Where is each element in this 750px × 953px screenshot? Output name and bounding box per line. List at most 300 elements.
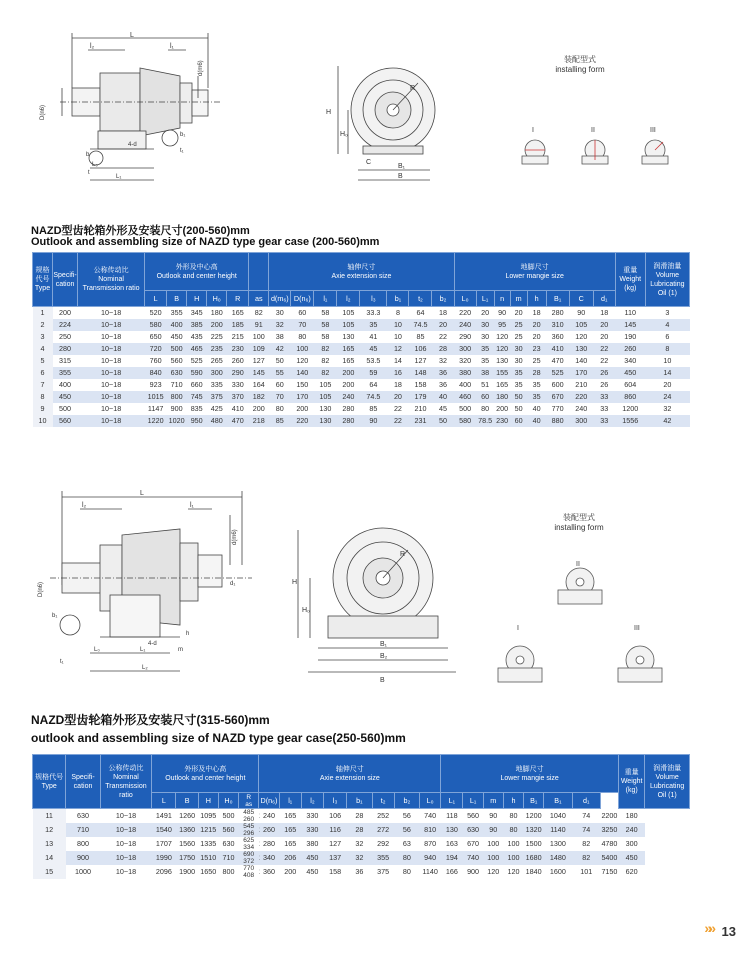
table-cell: 1000	[66, 865, 100, 879]
t2-subheader-cell: B₁	[544, 793, 572, 809]
t2-subheader-cell: L	[152, 793, 176, 809]
th-lower: 地脚尺寸 Lower mangie size	[454, 253, 615, 291]
t1-subheader-cell: C	[569, 291, 593, 307]
table-cell: 30	[269, 307, 291, 320]
table-cell: 140	[291, 367, 314, 379]
table-cell: 35	[527, 379, 546, 391]
t1-subheader-cell: l₃	[360, 291, 387, 307]
table-cell: 240	[259, 809, 279, 824]
dim2-m: m	[178, 647, 183, 653]
table-cell: 22	[387, 403, 409, 415]
table-cell: 190	[615, 331, 645, 343]
table-cell: 20	[527, 319, 546, 331]
installing-forms-2	[480, 560, 680, 690]
table-cell: 109	[249, 343, 269, 355]
installing-forms-1	[515, 120, 685, 170]
table-row	[33, 809, 690, 824]
table-cell: 545 296	[239, 823, 259, 837]
dim2-h: h	[186, 631, 190, 637]
table-cell: 28	[347, 823, 372, 837]
table-cell: 130	[314, 403, 337, 415]
table-cell: 340	[259, 851, 279, 865]
table-cell: 380	[454, 367, 476, 379]
table-cell: 25	[510, 331, 527, 343]
table-cell: 260	[259, 823, 279, 837]
dim-L1: L₁	[116, 174, 122, 180]
t1-subheader-cell: R	[227, 291, 249, 307]
table-cell: 50	[269, 355, 291, 367]
table-cell: 51	[476, 379, 494, 391]
table-cell: 180	[619, 809, 645, 824]
table-cell: 180	[494, 391, 510, 403]
table-cell: 3	[645, 307, 689, 320]
table-cell: 53.5	[360, 355, 387, 367]
dim-Lo: L₀	[92, 162, 98, 168]
table-cell: 33	[593, 391, 615, 403]
table-cell: 85	[360, 403, 387, 415]
table-cell: 45	[360, 343, 387, 355]
section1-title-en: Outlook and assembling size of NAZD type gear case (200-560)mm	[31, 236, 380, 248]
table-cell: 64	[360, 379, 387, 391]
spec-table-2	[32, 754, 690, 879]
table-cell: 1707	[152, 837, 176, 851]
dim2-L1: L₁	[140, 647, 146, 653]
table-cell: 33	[593, 415, 615, 427]
table-cell: 9	[33, 403, 53, 415]
table-cell: 200	[53, 307, 78, 320]
spec-table-1	[32, 252, 690, 427]
table-cell: 745	[187, 391, 207, 403]
table-cell: 330	[301, 823, 323, 837]
table-cell: 18	[527, 307, 546, 320]
table-cell: 280	[337, 415, 360, 427]
table-cell: 118	[441, 809, 463, 824]
form-III-label: III	[650, 127, 656, 134]
table-cell: 525	[546, 367, 569, 379]
table-cell: 625 334	[239, 837, 259, 851]
table-cell: 340	[615, 355, 645, 367]
th-oil: 润滑油量 Volume Lubricating Oil (1)	[645, 253, 689, 307]
table-cell: 220	[291, 415, 314, 427]
table-cell: 85	[409, 331, 432, 343]
table-cell: 220	[569, 391, 593, 403]
table-cell: 5	[33, 355, 53, 367]
dim2-b1: b₁	[52, 613, 58, 619]
t1-subheader-cell: l₁	[314, 291, 337, 307]
table-cell: 290	[454, 331, 476, 343]
table-cell: 240	[454, 319, 476, 331]
table-cell: 200	[337, 367, 360, 379]
table-cell: 11	[33, 809, 66, 824]
dim2-l2: l₂	[82, 502, 87, 509]
dim2-L: L	[140, 490, 144, 497]
table-cell: 10~18	[78, 307, 145, 320]
table-cell: 230	[227, 343, 249, 355]
table-cell: 185	[227, 319, 249, 331]
table-cell: 127	[409, 355, 432, 367]
table-cell: 1560	[176, 837, 198, 851]
table-cell: 140	[569, 355, 593, 367]
table-cell: 770 408	[239, 865, 259, 879]
t2-subheader-cell: H	[198, 793, 218, 809]
table-cell: 40	[527, 403, 546, 415]
table-cell: 12	[33, 823, 66, 837]
table-cell: 10~18	[100, 851, 152, 865]
table-cell: 130	[569, 343, 593, 355]
t2-subheader-cell: t₂	[372, 793, 394, 809]
table-cell: 620	[619, 865, 645, 879]
form2-I-label: I	[517, 625, 519, 632]
table-cell: 560	[53, 415, 78, 427]
table-cell: 164	[249, 379, 269, 391]
table-cell: 20	[593, 331, 615, 343]
table-cell: 55	[269, 367, 291, 379]
table-cell: 90	[569, 307, 593, 320]
table-cell: 355	[167, 307, 187, 320]
table-cell: 300	[619, 837, 645, 851]
dim-L: L	[130, 32, 134, 39]
table-cell: 166	[441, 865, 463, 879]
table-cell: 41	[360, 331, 387, 343]
table-cell: 252	[372, 809, 394, 824]
table-cell: 470	[546, 355, 569, 367]
table-cell: 1491	[152, 809, 176, 824]
table-cell: 1140	[419, 865, 440, 879]
table-cell: 200	[291, 403, 314, 415]
dim2-B2: B₂	[380, 653, 388, 660]
table-cell: 760	[145, 355, 167, 367]
table-cell: 64	[409, 307, 432, 320]
table-cell: 1510	[198, 851, 218, 865]
table-cell: 1360	[176, 823, 198, 837]
table-cell: 380	[301, 837, 323, 851]
table-cell: 28	[527, 367, 546, 379]
table-cell: 13	[33, 837, 66, 851]
table-cell: 158	[409, 379, 432, 391]
table-cell: 85	[269, 415, 291, 427]
table-cell: 2	[33, 319, 53, 331]
table-cell: 6	[645, 331, 689, 343]
table-cell: 20	[645, 379, 689, 391]
dim-B1: B₁	[398, 163, 406, 170]
th-axie: 轴伸尺寸 Axie extension size	[269, 253, 454, 291]
table-cell: 710	[66, 823, 100, 837]
table-cell: 6	[33, 367, 53, 379]
table-cell: 1480	[544, 851, 572, 865]
table-1-wrapper	[32, 252, 690, 427]
table-cell: 145	[249, 367, 269, 379]
table-cell: 1095	[198, 809, 218, 824]
table-cell: 450	[615, 367, 645, 379]
table-cell: 720	[145, 343, 167, 355]
table-cell: 4	[33, 343, 53, 355]
t1-subheader-cell: H₀	[207, 291, 227, 307]
table-cell: 280	[53, 343, 78, 355]
t2-subheader-cell: L₁	[441, 793, 463, 809]
table-cell: 120	[503, 865, 523, 879]
th2-lower: 地脚尺寸 Lower mangie size	[441, 755, 619, 793]
table-cell: 105	[337, 319, 360, 331]
table-cell: 290	[227, 367, 249, 379]
table-cell: 1040	[544, 809, 572, 824]
table-cell: 35	[476, 343, 494, 355]
dim-b1: b₁	[180, 132, 186, 138]
table-cell: 860	[615, 391, 645, 403]
table-cell: 300	[454, 343, 476, 355]
t2-subheader-cell: b₁	[347, 793, 372, 809]
table-cell: 2096	[152, 865, 176, 879]
table-cell: 1147	[145, 403, 167, 415]
table-row	[33, 837, 690, 851]
table-cell: 880	[546, 415, 569, 427]
table-cell: 80	[394, 865, 419, 879]
table-cell: 60	[269, 379, 291, 391]
table-cell: 32	[269, 319, 291, 331]
table-cell: 835	[187, 403, 207, 415]
table-cell: 90	[483, 809, 503, 824]
table-cell: 20	[432, 319, 454, 331]
t1-subheader-cell: l₂	[337, 291, 360, 307]
t2-subheader-cell: B	[176, 793, 198, 809]
th-blank-as	[249, 253, 269, 291]
table-cell: 360	[259, 865, 279, 879]
dim-dm6: d(m6)	[198, 60, 204, 76]
table-cell: 18	[387, 379, 409, 391]
table-cell: 23	[527, 343, 546, 355]
table-cell: 100	[503, 851, 523, 865]
table-cell: 100	[291, 343, 314, 355]
table-cell: 165	[337, 343, 360, 355]
table-cell: 105	[337, 307, 360, 320]
table-cell: 10~18	[78, 391, 145, 403]
table-cell: 18	[593, 307, 615, 320]
table-cell: 810	[419, 823, 440, 837]
th-weight: 重量 Weight (kg)	[615, 253, 645, 307]
table-cell: 330	[227, 379, 249, 391]
table-cell: 165	[279, 837, 301, 851]
table-cell: 206	[279, 851, 301, 865]
table-cell: 7	[33, 379, 53, 391]
table-cell: 35	[510, 367, 527, 379]
table-cell: 20	[476, 307, 494, 320]
table-row	[33, 355, 690, 367]
table-cell: 670	[463, 837, 483, 851]
table-row	[33, 343, 690, 355]
table-cell: 400	[53, 379, 78, 391]
table-cell: 900	[167, 403, 187, 415]
dim-R: R	[410, 85, 416, 92]
table-cell: 180	[207, 307, 227, 320]
table-cell: 370	[227, 391, 249, 403]
table-cell: 330	[301, 809, 323, 824]
table-cell: 26	[593, 367, 615, 379]
table-cell: 200	[279, 865, 301, 879]
dim-4d: 4-d	[128, 142, 137, 148]
th2-outlook: 外形及中心高 Outlook and center height	[152, 755, 259, 793]
table-cell: 127	[249, 355, 269, 367]
table-cell: 320	[454, 355, 476, 367]
table-cell: 106	[324, 809, 347, 824]
table-cell: 1540	[152, 823, 176, 837]
table-cell: 82	[314, 355, 337, 367]
form2-II-label: II	[576, 561, 580, 568]
table-cell: 1840	[524, 865, 544, 879]
table-cell: 770	[546, 403, 569, 415]
table-cell: 465	[187, 343, 207, 355]
table-cell: 240	[337, 391, 360, 403]
table-cell: 33	[593, 403, 615, 415]
dim2-ds: d₁	[230, 581, 236, 587]
table-cell: 10~18	[78, 319, 145, 331]
table-cell: 30	[510, 355, 527, 367]
table-cell: 26	[593, 379, 615, 391]
t2-subheader-cell: b₂	[394, 793, 419, 809]
table-cell: 1650	[198, 865, 218, 879]
table-row	[33, 823, 690, 837]
page-arrows-icon: »»	[704, 920, 712, 936]
table-cell: 800	[218, 865, 238, 879]
table-cell: 120	[494, 343, 510, 355]
table-cell: 525	[187, 355, 207, 367]
table-cell: 470	[227, 415, 249, 427]
table-cell: 165	[227, 307, 249, 320]
table-cell: 235	[207, 343, 227, 355]
t1-subheader-cell: L	[145, 291, 167, 307]
table-row	[33, 403, 690, 415]
table-cell: 250	[53, 331, 78, 343]
table-cell: 127	[324, 837, 347, 851]
dim-b: b	[86, 152, 90, 158]
th2-weight: 重量 Weight (kg)	[619, 755, 645, 809]
table-cell: 35	[510, 379, 527, 391]
table-cell: 42	[269, 343, 291, 355]
table-cell: 32	[347, 851, 372, 865]
table-row	[33, 367, 690, 379]
table-cell: 82	[572, 837, 600, 851]
table-cell: 63	[394, 837, 419, 851]
table-cell: 355	[372, 851, 394, 865]
dim2-Ho: H₀	[302, 607, 310, 614]
t1-subheader-cell: d₁	[593, 291, 615, 307]
table-cell: 1215	[198, 823, 218, 837]
t1-subheader-cell: h	[527, 291, 546, 307]
t2-subheader-cell: d₁	[572, 793, 600, 809]
table-row	[33, 415, 690, 427]
table-cell: 130	[337, 331, 360, 343]
table-cell: 1200	[615, 403, 645, 415]
table-cell: 36	[432, 379, 454, 391]
table-cell: 225	[207, 331, 227, 343]
dim2-R: R	[400, 551, 406, 558]
table-cell: 210	[569, 379, 593, 391]
table-cell: 630	[66, 809, 100, 824]
form-II-label: II	[591, 127, 595, 134]
table-cell: 400	[167, 319, 187, 331]
dim-l1: l₁	[170, 43, 174, 50]
table-cell: 220	[454, 307, 476, 320]
dim-t1: t₁	[180, 148, 184, 154]
table-cell: 800	[66, 837, 100, 851]
table-cell: 32	[347, 837, 372, 851]
table-cell: 150	[291, 379, 314, 391]
table-cell: 272	[372, 823, 394, 837]
table-row	[33, 331, 690, 343]
table-cell: 70	[291, 319, 314, 331]
table-cell: 182	[249, 391, 269, 403]
section1-title-cn: NAZD型齿轮箱外形及安装尺寸(200-560)mm	[31, 225, 250, 237]
table-cell: 375	[207, 391, 227, 403]
table-cell: 580	[145, 319, 167, 331]
table-cell: 194	[441, 851, 463, 865]
table-cell: 74.5	[360, 391, 387, 403]
table-cell: 33.3	[360, 307, 387, 320]
table-cell: 28	[347, 809, 372, 824]
table-cell: 210	[409, 403, 432, 415]
table-cell: 1140	[544, 823, 572, 837]
table-cell: 500	[53, 403, 78, 415]
table-cell: 375	[372, 865, 394, 879]
table-cell: 35	[527, 391, 546, 403]
t2-subheader-cell: R as	[239, 793, 259, 809]
table-cell: 950	[187, 415, 207, 427]
table-cell: 670	[546, 391, 569, 403]
table-cell: 10~18	[100, 823, 152, 837]
table-cell: 900	[463, 865, 483, 879]
table-cell: 310	[546, 319, 569, 331]
table-cell: 10~18	[78, 355, 145, 367]
table-cell: 8	[645, 343, 689, 355]
table-cell: 300	[207, 367, 227, 379]
table-cell: 58	[314, 331, 337, 343]
th2-type: 规格代号 Type	[33, 755, 66, 809]
dim2-L2: L₂	[142, 665, 148, 671]
dim2-H: H	[292, 579, 298, 586]
table-cell: 335	[207, 379, 227, 391]
table-cell: 2200	[600, 809, 618, 824]
table-cell: 450	[619, 851, 645, 865]
table-cell: 20	[527, 331, 546, 343]
table-cell: 22	[593, 355, 615, 367]
table-cell: 10~18	[78, 367, 145, 379]
table-cell: 32	[432, 355, 454, 367]
table-cell: 500	[167, 343, 187, 355]
table-cell: 74.5	[409, 319, 432, 331]
table-cell: 600	[546, 379, 569, 391]
table-cell: 450	[167, 331, 187, 343]
table-cell: 435	[187, 331, 207, 343]
table-cell: 170	[569, 367, 593, 379]
table-cell: 400	[454, 379, 476, 391]
table-cell: 280	[546, 307, 569, 320]
t1-subheader-cell: D(n₆)	[291, 291, 314, 307]
table-cell: 36	[347, 865, 372, 879]
table-cell: 116	[324, 823, 347, 837]
t1-subheader-cell: B₁	[546, 291, 569, 307]
dim-B: B	[398, 173, 403, 180]
table-cell: 120	[494, 331, 510, 343]
dim2-dm6: d(m6)	[232, 529, 238, 545]
installing-form-title-2: 装配型式 installing form	[554, 513, 604, 532]
table-cell: 215	[227, 331, 249, 343]
table-cell: 604	[615, 379, 645, 391]
th-outlook: 外形及中心高 Outlook and center height	[145, 253, 249, 291]
t1-subheader-cell: d(m₆)	[269, 291, 291, 307]
table-cell: 179	[409, 391, 432, 403]
table-cell: 200	[249, 403, 269, 415]
table-cell: 78.5	[476, 415, 494, 427]
table-cell: 450	[301, 865, 323, 879]
table-2-wrapper	[32, 754, 690, 879]
